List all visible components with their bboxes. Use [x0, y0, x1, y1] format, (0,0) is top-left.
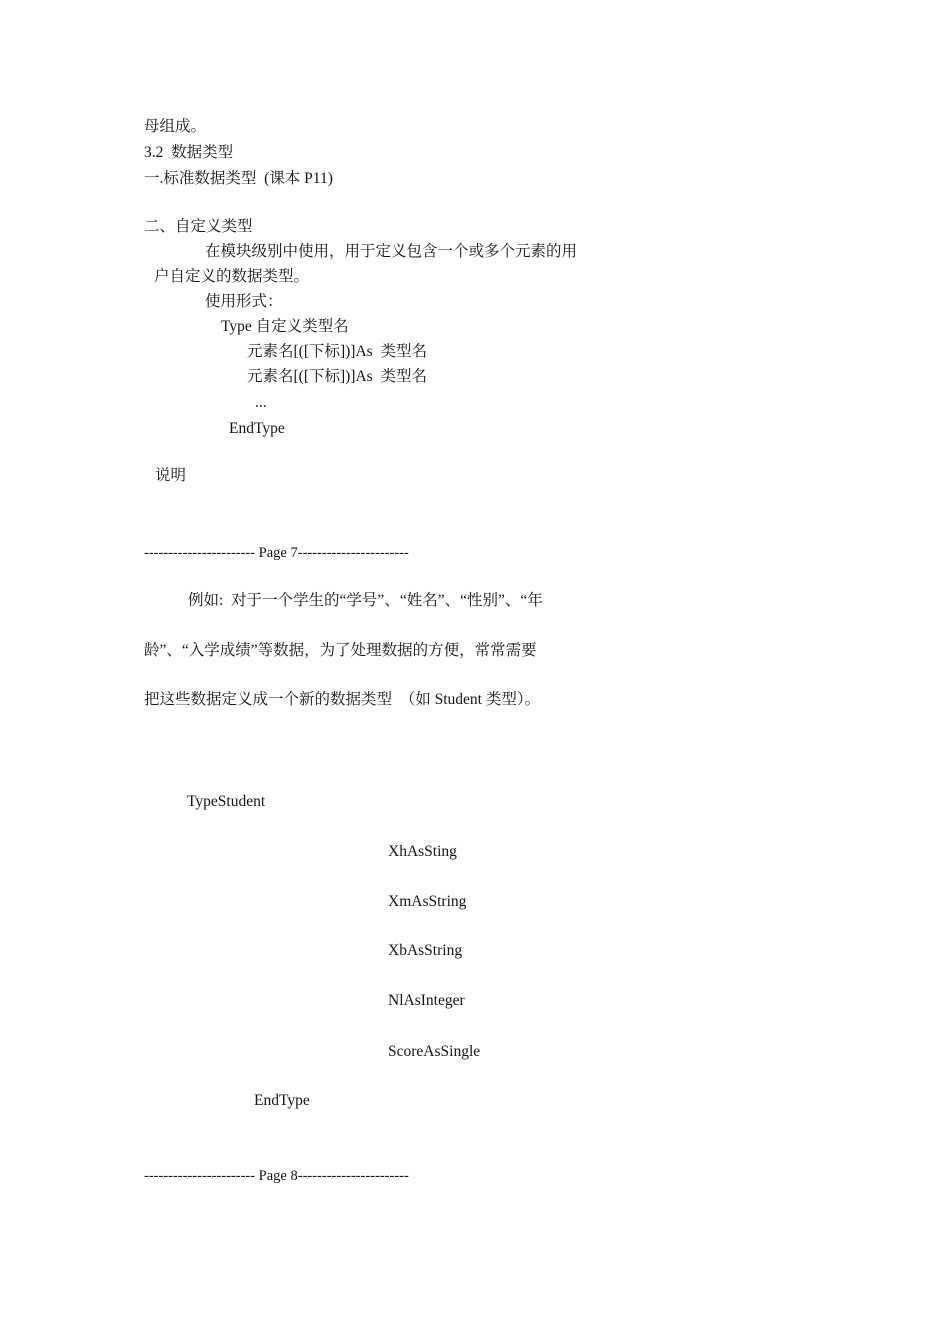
code-field: XhAsSting [388, 843, 457, 860]
code-field: XmAsString [388, 893, 467, 910]
code-type-declaration: Type 自定义类型名 [221, 318, 349, 335]
example-line-2: 龄”、“入学成绩”等数据，为了处理数据的方便，常常需要 [144, 642, 537, 659]
example-line-3: 把这些数据定义成一个新的数据类型 （如 Student 类型）。 [144, 691, 541, 708]
code-field: NlAsInteger [388, 992, 465, 1009]
description-line-1: 在模块级别中使用，用于定义包含一个或多个元素的用 [205, 243, 578, 260]
continuation-line: 母组成。 [144, 118, 207, 135]
description-line-2: 户自定义的数据类型。 [154, 268, 310, 285]
code-end-type: EndType [229, 420, 285, 437]
usage-label: 使用形式： [205, 293, 283, 310]
code-end-type-student: EndType [254, 1092, 310, 1109]
page-separator-8: ----------------------- Page 8----------------------- [144, 1168, 409, 1184]
code-element-line-1: 元素名[([下标])]As 类型名 [247, 343, 427, 360]
subheading-standard-types: 一.标准数据类型 (课本 P11) [144, 170, 333, 187]
page-separator-7: ----------------------- Page 7----------------------- [144, 545, 409, 561]
code-element-line-2: 元素名[([下标])]As 类型名 [247, 368, 427, 385]
example-line-1: 例如: 对于一个学生的“学号”、“姓名”、“性别”、“年 [188, 592, 543, 609]
section-heading-3-2: 3.2 数据类型 [144, 144, 234, 161]
code-ellipsis: ... [255, 394, 267, 411]
subheading-custom-types: 二、自定义类型 [144, 218, 253, 235]
code-type-student: TypeStudent [187, 793, 266, 810]
code-field: ScoreAsSingle [388, 1043, 481, 1060]
note-label: 说明 [155, 467, 187, 484]
code-field: XbAsString [388, 942, 463, 959]
